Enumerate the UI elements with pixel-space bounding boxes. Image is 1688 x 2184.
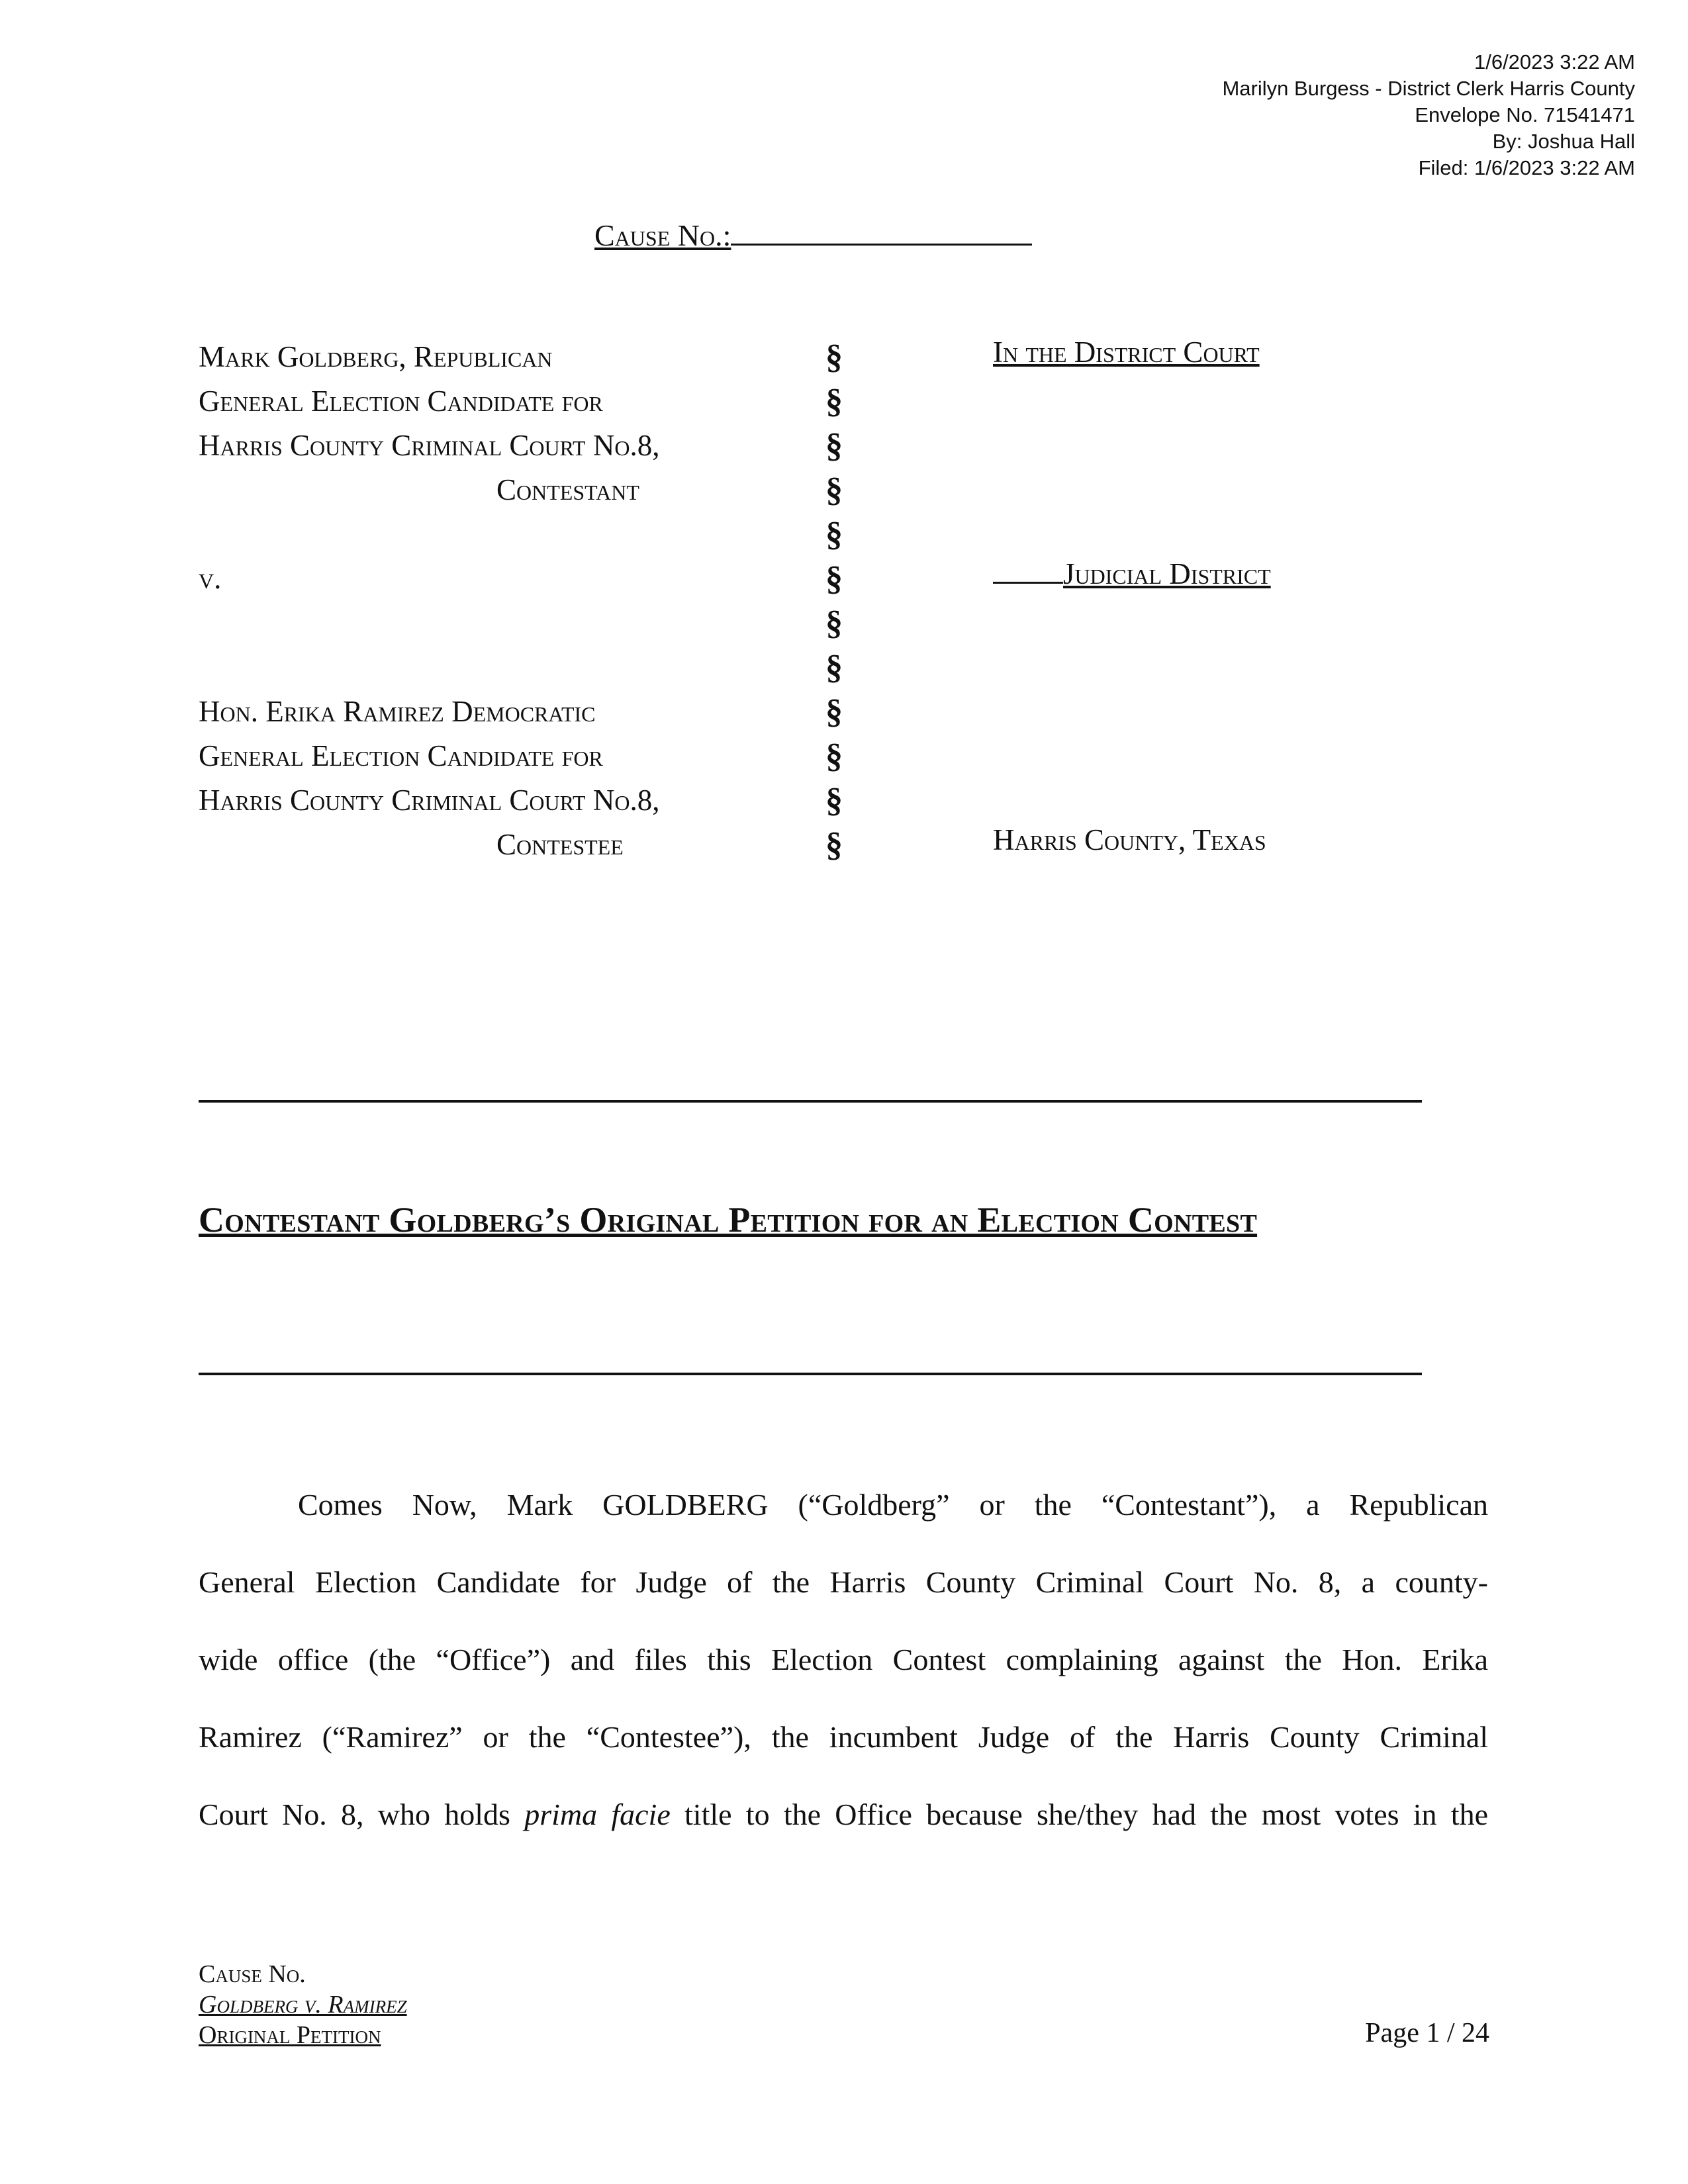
page-number: Page 1 / 24 — [1365, 2018, 1489, 2048]
section-symbol: § — [825, 560, 843, 598]
contestant-line-2: General Election Candidate for — [199, 385, 603, 418]
section-symbol: § — [825, 427, 843, 465]
body-line-1: Comes Now, Mark GOLDBERG (“Goldberg” or the “Contestant”), a Republican — [298, 1488, 1488, 1522]
section-symbol: § — [825, 693, 843, 731]
contestee-line-1: Hon. Erika Ramirez Democratic — [199, 695, 596, 728]
title-rule-bottom — [199, 1373, 1422, 1375]
section-symbol: § — [825, 516, 843, 553]
section-symbol: § — [825, 826, 843, 864]
stamp-filed: Filed: 1/6/2023 3:22 AM — [1418, 156, 1635, 179]
footer-case-name: Goldberg v. Ramirez — [199, 1991, 407, 2019]
filing-stamp — [1222, 49, 1635, 181]
stamp-datetime: 1/6/2023 3:22 AM — [1474, 50, 1635, 73]
section-symbol: § — [825, 471, 843, 509]
document-title: Contestant Goldberg’s Original Petition for an Election Contest — [199, 1200, 1258, 1240]
section-symbol: § — [825, 782, 843, 819]
footer-case-info — [199, 1959, 407, 2050]
caption-spacer — [199, 512, 659, 557]
contestant-role: Contestant — [496, 473, 639, 506]
court-name: In the District Court — [993, 336, 1260, 369]
body-line-5-end: title to the Office because she/they had the most votes in the — [670, 1797, 1488, 1831]
contestee-role: Contestee — [496, 828, 624, 861]
title-rule-top — [199, 1100, 1422, 1103]
stamp-envelope: Envelope No. 71541471 — [1415, 103, 1635, 126]
caption-parties — [199, 335, 659, 867]
caption-spacer — [199, 645, 659, 690]
contestant-line-3: Harris County Criminal Court No.8, — [199, 429, 660, 462]
contestee-line-3: Harris County Criminal Court No.8, — [199, 784, 660, 817]
cause-number-heading — [594, 217, 1032, 253]
body-line-3: wide office (the “Office”) and files this Election Contest complaining against the Hon. Erika — [199, 1643, 1488, 1676]
judicial-district-label: Judicial District — [1063, 557, 1271, 590]
body-line-2: General Election Candidate for Judge of the Harris County Criminal Court No. 8, a county- — [199, 1565, 1488, 1599]
section-symbol: § — [825, 737, 843, 775]
county-state: Harris County, Texas — [993, 823, 1266, 856]
stamp-clerk: Marilyn Burgess - District Clerk Harris County — [1222, 77, 1635, 100]
section-symbol: § — [825, 338, 843, 376]
contestee-line-2: General Election Candidate for — [199, 739, 603, 772]
body-paragraph — [199, 1466, 1488, 1853]
latin-term: prima facie — [524, 1797, 671, 1831]
body-line-5 — [199, 1776, 1488, 1853]
caption-spacer — [199, 601, 659, 645]
section-symbol-column — [821, 335, 847, 867]
section-symbol: § — [825, 649, 843, 686]
contestant-line-1: Mark Goldberg, Republican — [199, 340, 553, 373]
section-symbol: § — [825, 604, 843, 642]
cause-number-blank — [731, 217, 1032, 246]
stamp-by: By: Joshua Hall — [1492, 130, 1635, 153]
judicial-district-blank — [993, 557, 1063, 584]
versus: v. — [199, 562, 222, 595]
footer-cause-label: Cause No. — [199, 1960, 306, 1988]
body-line-4: Ramirez (“Ramirez” or the “Contestee”), the incumbent Judge of the Harris County Criminal — [199, 1720, 1488, 1754]
judicial-district — [993, 557, 1271, 591]
body-line-5-start: Court No. 8, who holds — [199, 1797, 525, 1831]
cause-number-label: Cause No.: — [594, 218, 731, 252]
section-symbol: § — [825, 383, 843, 420]
footer-document-short: Original Petition — [199, 2021, 381, 2049]
